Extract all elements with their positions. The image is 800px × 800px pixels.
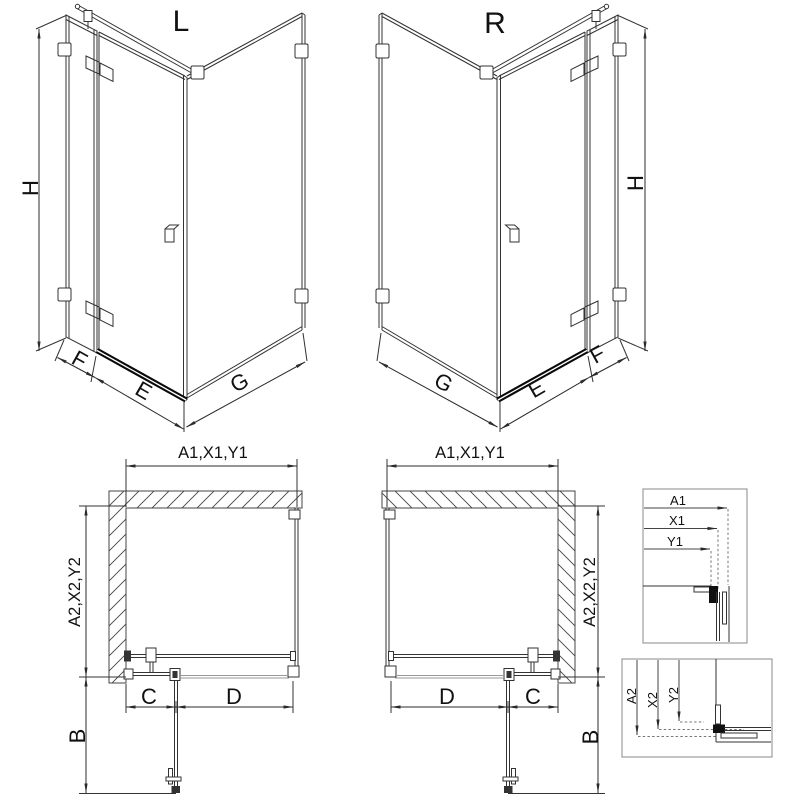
detail-box-widths <box>643 489 747 643</box>
detail-box-widths-border <box>643 489 747 643</box>
detail-widths-clamp-profile <box>694 587 711 592</box>
dim-label-e-left: E <box>131 376 157 406</box>
detail-a1-label: A1 <box>670 493 686 508</box>
plan-left-side-dim-label: A2,X2,Y2 <box>66 557 84 627</box>
plan-left-b-label: B <box>65 728 90 744</box>
dim-label-g-right: G <box>430 367 458 398</box>
plan-right-side-dim-label: A2,X2,Y2 <box>581 557 599 627</box>
iso-right-label: R <box>484 7 506 40</box>
plan-right-d-label: D <box>439 684 455 709</box>
plan-left-top-dim-label: A1,X1,Y1 <box>178 444 248 462</box>
dim-label-f-right: F <box>585 340 610 369</box>
plan-right-c-label: C <box>525 684 541 709</box>
detail-box-depths <box>622 659 772 757</box>
plan-view-left <box>65 444 302 794</box>
iso-left-label: L <box>172 5 190 38</box>
detail-widths-frame-profile <box>723 592 727 624</box>
detail-x2-label: X2 <box>645 692 660 708</box>
plan-right-top-dim-label: A1,X1,Y1 <box>435 444 505 462</box>
detail-x1-label: X1 <box>669 513 685 528</box>
iso-view-right <box>376 4 648 432</box>
detail-y2-label: Y2 <box>666 687 681 703</box>
iso-view-left <box>18 4 308 432</box>
plan-right-b-label: B <box>578 729 603 745</box>
detail-depths-frame-profile <box>721 733 757 738</box>
plan-left-c-label: C <box>141 684 157 709</box>
dim-label-f-left: F <box>67 345 92 374</box>
dim-label-h-right: H <box>623 175 648 191</box>
detail-a2-label: A2 <box>624 688 639 704</box>
dim-label-e-right: E <box>523 374 549 404</box>
detail-depths-clamp-profile <box>716 705 721 724</box>
dim-label-h-left: H <box>18 180 43 196</box>
detail-y1-label: Y1 <box>667 534 683 549</box>
detail-depths-corner-profile <box>713 725 725 734</box>
plan-view-right <box>382 444 605 794</box>
dim-label-g-left: G <box>225 367 253 398</box>
plan-left-d-label: D <box>226 684 242 709</box>
